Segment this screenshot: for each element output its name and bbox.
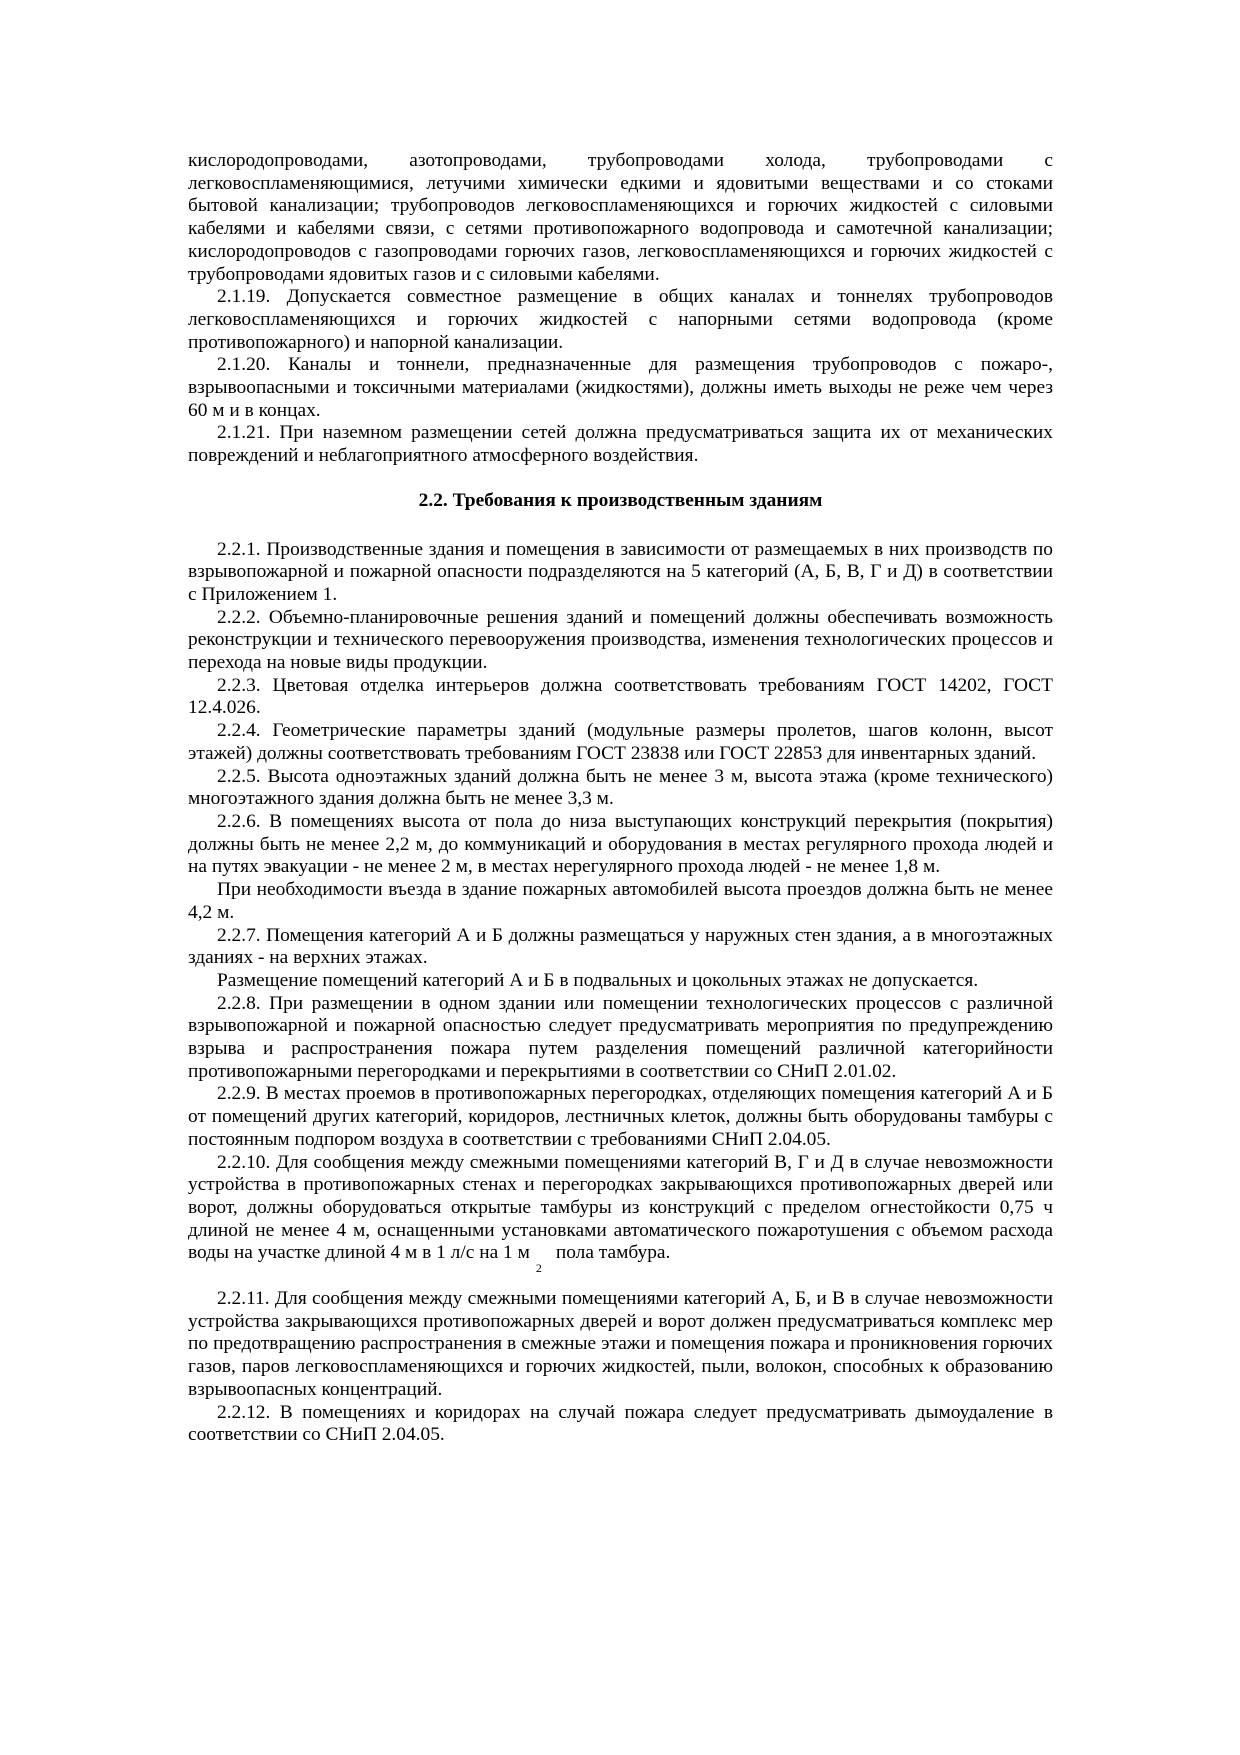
paragraph-2-2-6: 2.2.6. В помещениях высота от пола до низа выступающих конструкций перекрытия (покрытия) должны быть не менее 2,2 м, до коммуникаций и оборудования в местах регулярного прохода людей и на путях эвакуации - не менее 2 м, в местах нерегулярного прохода людей - не менее 1,8 м. — [188, 810, 1053, 878]
paragraph-2-2-2: 2.2.2. Объемно-планировочные решения зданий и помещений должны обеспечивать возможность реконструкции и технического перевооружения производства, изменения технологических процессов и перехода на новые виды продукции. — [188, 606, 1053, 674]
paragraph-continuation: кислородопроводами, азотопроводами, трубопроводами холода, трубопроводами с легковоспламеняющимися, летучими химически едкими и ядовитыми веществами и со стоками бытовой канализации; трубопроводов легковоспламеняющихся и горючих жидкостей с силовыми кабелями и кабелями связи, с сетями противопожарного водопровода и самотечной канализации; кислородопроводов с газопроводами горючих газов, легковоспламеняющихся и горючих жидкостей с трубопроводами ядовитых газов и с силовыми кабелями. — [188, 150, 1053, 285]
document-page — [188, 150, 1053, 1447]
paragraph-2-2-1: 2.2.1. Производственные здания и помещения в зависимости от размещаемых в них производств по взрывопожарной и пожарной опасности подразделяются на 5 категорий (А, Б, В, Г и Д) в соответствии с Приложением 1. — [188, 538, 1053, 605]
paragraph-2-2-5: 2.2.5. Высота одноэтажных зданий должна быть не менее 3 м, высота этажа (кроме технического) многоэтажного здания должна быть не менее 3,3 м. — [188, 765, 1053, 810]
paragraph-2-2-4: 2.2.4. Геометрические параметры зданий (модульные размеры пролетов, шагов колонн, высот этажей) должны соответствовать требованиям ГОСТ 23838 или ГОСТ 22853 для инвентарных зданий. — [188, 720, 1053, 764]
paragraph-2-2-10 — [188, 1151, 1053, 1276]
paragraph-2-2-10-tail: пола тамбура. — [555, 1242, 671, 1264]
paragraph-2-1-20: 2.1.20. Каналы и тоннели, предназначенные для размещения трубопроводов с пожаро-, взрывоопасными и токсичными материалами (жидкостями), должны иметь выходы не реже чем через 60 м и в концах. — [188, 354, 1053, 421]
paragraph-2-2-7: 2.2.7. Помещения категорий А и Б должны размещаться у наружных стен здания, а в многоэтажных зданиях - на верхних этажах. — [188, 924, 1053, 969]
paragraph-2-2-7-note: Размещение помещений категорий А и Б в подвальных и цокольных этажах не допускается. — [217, 969, 979, 991]
spacer — [188, 1266, 1053, 1288]
paragraph-2-2-8: 2.2.8. При размещении в одном здании или помещении технологических процессов с различной взрывопожарной и пожарной опасностью следует предусматривать мероприятия по предупреждению взрыва и распространения пожара путем разделения помещений различной категорийности противопожарными перегородками и перекрытиями в соответствии со СНиП 2.01.02. — [188, 992, 1053, 1082]
paragraph-2-2-11: 2.2.11. Для сообщения между смежными помещениями категорий А, Б, и В в случае невозможности устройства закрывающихся противопожарных дверей и ворот должен предусматриваться комплекс мер по предотвращению распространения в смежные этажи и помещения пожара и проникновения горючих газов, паров легковоспламеняющихся и горючих жидкостей, пыли, волокон, способных к образованию взрывоопасных концентраций. — [188, 1288, 1053, 1400]
paragraph-2-1-19: 2.1.19. Допускается совместное размещение в общих каналах и тоннелях трубопроводов легковоспламеняющихся и горючих жидкостей с напорными сетями водопровода (кроме противопожарного) и напорной канализации. — [188, 286, 1053, 353]
paragraph-2-2-6-note: При необходимости въезда в здание пожарных автомобилей высота проездов должна быть не менее 4,2 м. — [188, 879, 1053, 923]
paragraph-2-1-21: 2.1.21. При наземном размещении сетей должна предусматриваться защита их от механических повреждений и неблагоприятного атмосферного воздействия. — [188, 422, 1053, 467]
section-heading: 2.2. Требования к производственным зданиям — [418, 489, 823, 511]
paragraph-2-2-3: 2.2.3. Цветовая отделка интерьеров должна соответствовать требованиям ГОСТ 14202, ГОСТ 12.4.026. — [188, 674, 1053, 719]
superscript-2: 2 — [535, 1261, 542, 1276]
paragraph-2-2-9: 2.2.9. В местах проемов в противопожарных перегородках, отделяющих помещения категорий А и Б от помещений других категорий, коридоров, лестничных клеток, должны быть оборудованы тамбуры с постоянным подпором воздуха в соответствии с требованиями СНиП 2.04.05. — [188, 1083, 1053, 1150]
paragraph-2-2-12: 2.2.12. В помещениях и коридорах на случай пожара следует предусматривать дымоудаление в соответствии со СНиП 2.04.05. — [188, 1401, 1053, 1446]
paragraph-2-2-10-text: 2.2.10. Для сообщения между смежными помещениями категорий В, Г и Д в случае невозможности устройства в противопожарных стенах и перегородках закрывающихся противопожарных дверей или ворот, должны оборудоваться открытые тамбуры из конструкций с пределом огнестойкости 0,75 ч длиной не менее 4 м, оснащенными установками автоматического пожаротушения с объемом расхода воды на участке длиной 4 м в 1 л/с на 1 м — [188, 1151, 1053, 1264]
